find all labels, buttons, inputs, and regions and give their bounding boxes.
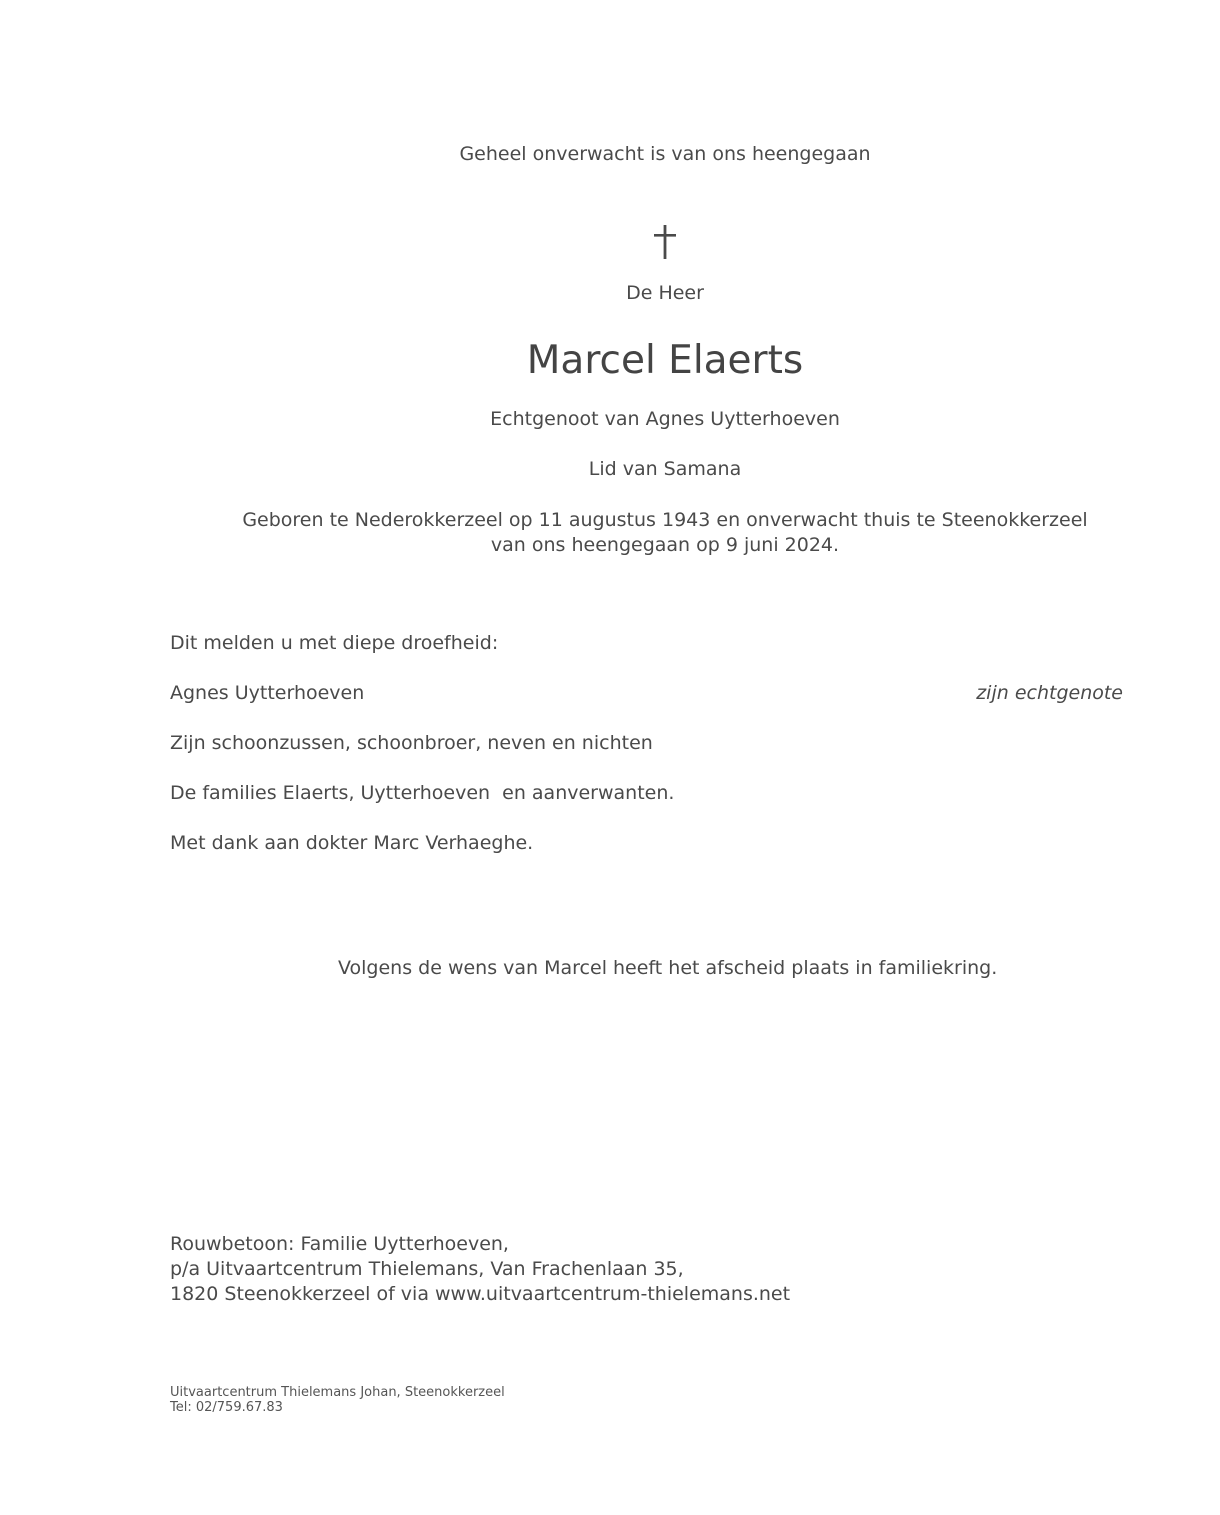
mourner-relation: zijn echtgenote xyxy=(976,682,1123,704)
condolence-line: Rouwbetoon: Familie Uytterhoeven, xyxy=(170,1233,509,1255)
mourner-name: Agnes Uytterhoeven xyxy=(170,682,365,704)
birth-death-line-1: Geboren te Nederokkerzeel op 11 augustus 1943 en onverwacht thuis te Steenokkerzeel xyxy=(242,509,1088,531)
birth-death-line-2: van ons heengegaan op 9 juni 2024. xyxy=(490,534,840,556)
family-line: De families Elaerts, Uytterhoeven en aanverwanten. xyxy=(170,782,675,804)
thanks-line: Met dank aan dokter Marc Verhaeghe. xyxy=(170,832,534,854)
footer-phone: Tel: 02/759.67.83 xyxy=(170,1400,283,1415)
deceased-name: Marcel Elaerts xyxy=(526,338,804,383)
condolence-line: p/a Uitvaartcentrum Thielemans, Van Frachenlaan 35, xyxy=(170,1258,684,1280)
spouse-line: Echtgenoot van Agnes Uytterhoeven xyxy=(490,408,840,430)
membership-line: Lid van Samana xyxy=(588,458,742,480)
funeral-home-footer xyxy=(170,1385,505,1415)
salutation: De Heer xyxy=(626,282,704,304)
intro-text: Geheel onverwacht is van ons heengegaan xyxy=(459,143,871,165)
announcement-intro: Dit melden u met diepe droefheid: xyxy=(170,632,499,654)
condolence-address xyxy=(170,1232,790,1307)
footer-company: Uitvaartcentrum Thielemans Johan, Steenokkerzeel xyxy=(170,1385,505,1400)
farewell-notice: Volgens de wens van Marcel heeft het afscheid plaats in familiekring. xyxy=(338,957,998,979)
condolence-line: 1820 Steenokkerzeel of via www.uitvaartcentrum-thielemans.net xyxy=(170,1283,791,1305)
birth-death-paragraph xyxy=(0,508,1220,558)
family-line: Zijn schoonzussen, schoonbroer, neven en nichten xyxy=(170,732,653,754)
latin-cross-icon xyxy=(654,225,676,259)
